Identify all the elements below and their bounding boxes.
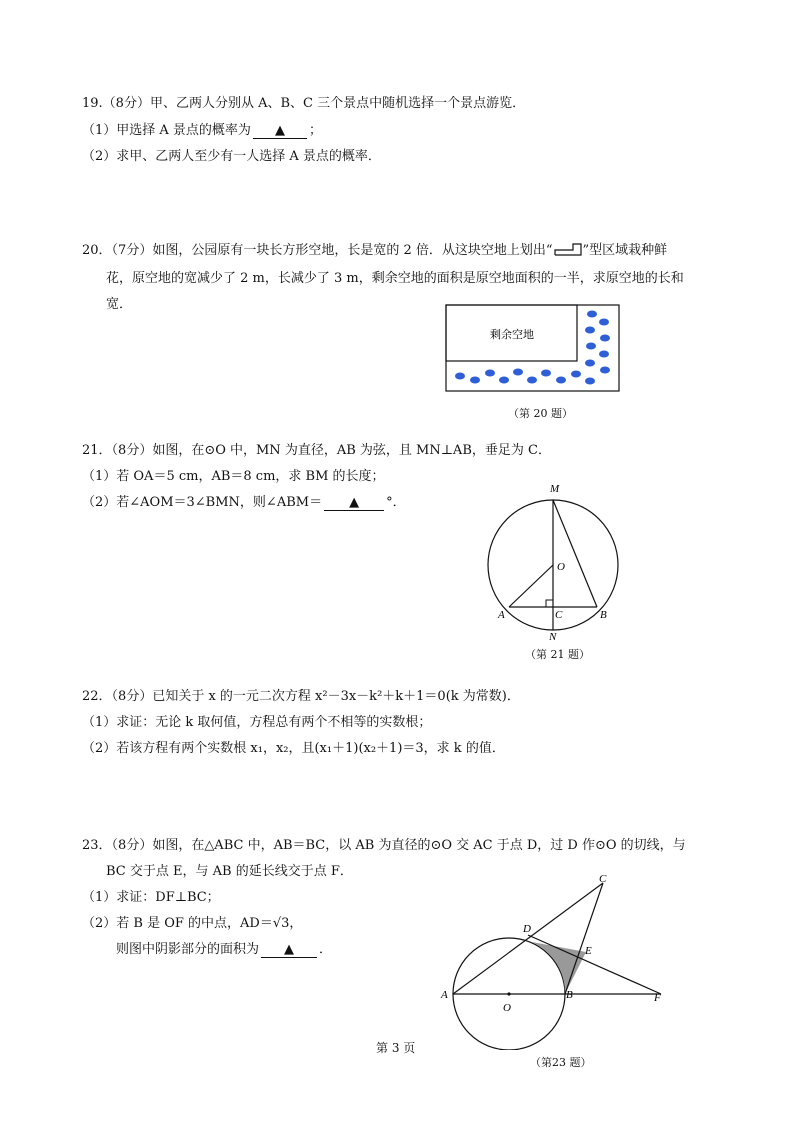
q19-part1-text: （1）甲选择 A 景点的概率为	[82, 123, 251, 138]
q20-caption: （第 20 题）	[508, 407, 573, 420]
page-number: 第 3 页	[376, 1041, 416, 1055]
q23-part3: 则图中阴影部分的面积为 ▲ ．	[116, 942, 333, 957]
q22-stem: 22．（8分）已知关于 x 的一元二次方程 x²－3x－k²＋k＋1＝0(k 为常数)．	[82, 689, 520, 704]
q20-line3: 宽．	[106, 297, 133, 312]
q20-figure	[440, 300, 625, 396]
svg-text:O: O	[557, 561, 565, 573]
svg-text:M: M	[550, 483, 560, 495]
svg-text:E: E	[585, 945, 592, 957]
remaining-area-label: 剩余空地	[490, 329, 534, 341]
q23-line1: 23．（8分）如图，在△ABC 中，AB＝BC，以 AB 为直径的⊙O 交 AC 于点 D，过 D 作⊙O 的切线，与	[82, 838, 686, 853]
svg-text:C: C	[555, 609, 563, 621]
l-shape-icon	[553, 242, 583, 256]
answer-blank: ▲	[253, 124, 307, 139]
answer-blank: ▲	[261, 943, 317, 958]
q21-figure	[480, 478, 630, 643]
svg-text:F: F	[654, 992, 661, 1004]
q21-part1: （1）若 OA＝5 cm，AB＝8 cm，求 BM 的长度；	[82, 469, 385, 484]
q21-stem: 21．（8分）如图，在⊙O 中，MN 为直径，AB 为弦，且 MN⊥AB，垂足为 C．	[82, 443, 551, 458]
q21-part2: （2）若∠AOM＝3∠BMN，则∠ABM＝ ▲ °．	[82, 495, 406, 510]
q23-part2: （2）若 B 是 OF 的中点，AD＝√3，	[82, 916, 303, 931]
q22-part2: （2）若该方程有两个实数根 x₁，x₂，且(x₁＋1)(x₂＋1)＝3，求 k 的值．	[82, 741, 505, 756]
q22-part1: （1）求证：无论 k 取何值，方程总有两个不相等的实数根；	[82, 715, 432, 730]
q21-caption: （第 21 题）	[525, 648, 590, 661]
q23-caption: （第23 题）	[530, 1056, 592, 1069]
svg-text:O: O	[503, 1002, 511, 1014]
q20-line2: 花，原空地的宽减少了 2 m，长减少了 3 m，剩余空地的面积是原空地面积的一半，求原空地的长和	[106, 271, 684, 286]
q20-line1: 20．（7分）如图，公园原有一块长方形空地，长是宽的 2 倍．从这块空地上划出“ ”型区域栽种鲜	[82, 243, 668, 258]
answer-blank: ▲	[324, 496, 384, 511]
svg-text:A: A	[441, 989, 448, 1001]
q19-part2: （2）求甲、乙两人至少有一人选择 A 景点的概率．	[82, 149, 381, 164]
svg-text:A: A	[498, 609, 505, 621]
svg-text:B: B	[566, 989, 573, 1001]
q23-figure	[436, 870, 676, 1050]
svg-text:D: D	[523, 923, 531, 935]
svg-text:C: C	[599, 873, 607, 885]
svg-text:B: B	[600, 609, 607, 621]
q23-line2: BC 交于点 E，与 AB 的延长线交于点 F．	[106, 864, 353, 879]
flower-dots	[455, 311, 610, 385]
svg-text:N: N	[549, 631, 557, 643]
q19-stem: 19.（8分）甲、乙两人分别从 A、B、C 三个景点中随机选择一个景点游览．	[82, 96, 526, 111]
q23-part1: （1）求证：DF⊥BC；	[82, 890, 220, 905]
q19-part1: （1）甲选择 A 景点的概率为 ▲ ；	[82, 123, 322, 138]
